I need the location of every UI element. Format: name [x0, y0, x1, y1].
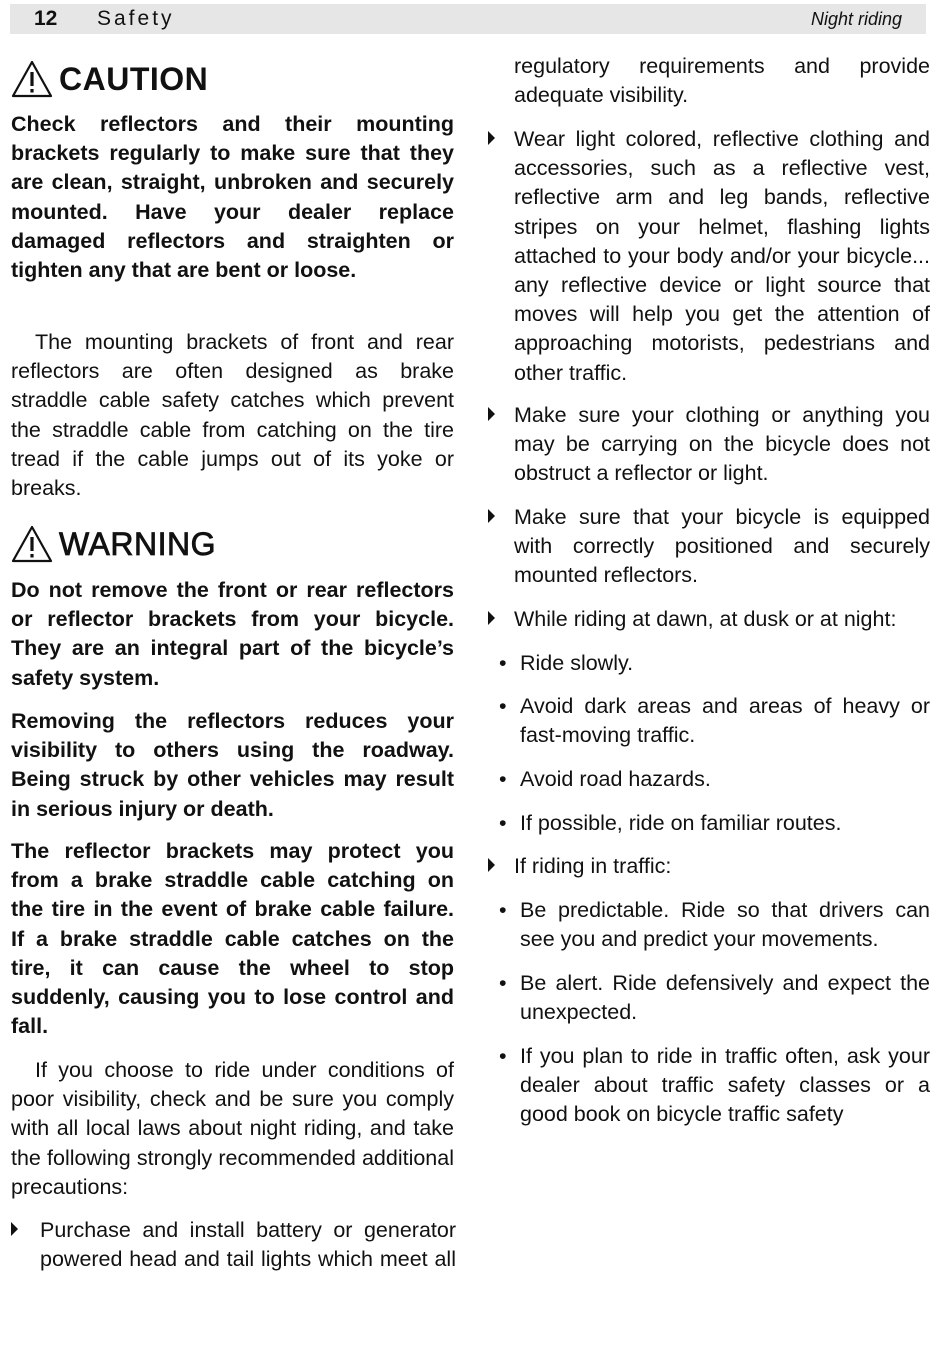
tip-text: Avoid road hazards.	[520, 767, 711, 791]
section-title: Safety	[97, 7, 175, 30]
caution-heading	[11, 57, 208, 101]
caution-text: Check reflectors and their mounting brackets regularly to make sure that they are clean, straight, unbroken and securely mounted. Have your dealer replace damaged reflectors and straighten or tighten any that are bent or loose.	[11, 112, 454, 283]
dot-bullet-icon: •	[499, 898, 507, 922]
list-item	[11, 1216, 456, 1276]
precaution-text: Wear light colored, reflective clothing and accessories, such as a reflective vest, reflective arm and leg bands, reflective stripes on your helmet, flashing lights attached to your body and/or your bicycle... any reflective device or light source that moves will help you get the attention of approaching motorists, pedestrians and other traffic.	[514, 127, 930, 385]
sub-list-item	[485, 765, 930, 794]
tip-text: Avoid dark areas and areas of heavy or fast-moving traffic.	[520, 694, 930, 748]
page-header	[10, 4, 926, 34]
sub-list-item	[485, 969, 930, 1027]
triangle-bullet-icon	[488, 509, 495, 523]
caution-title: CAUTION	[59, 60, 209, 97]
triangle-bullet-icon	[488, 611, 495, 625]
warning-paragraph: Do not remove the front or rear reflectors or reflector brackets from your bicycle. They are an integral part of the bicycle’s safety system.	[11, 578, 454, 690]
dot-bullet-icon: •	[499, 651, 507, 675]
list-item	[485, 605, 930, 634]
mounting-paragraph: The mounting brackets of front and rear reflectors are often designed as brake straddle cable safety catches which prevent the straddle cable from catching on the tire tread if the cable jumps out of its yoke or breaks.	[11, 330, 454, 501]
list-item	[485, 125, 930, 388]
warning-heading	[11, 522, 216, 566]
triangle-bullet-icon	[11, 1222, 18, 1236]
dot-bullet-icon: •	[499, 767, 507, 791]
list-item	[485, 401, 930, 489]
precaution-text: Purchase and install battery or generator powered head and tail lights which meet all	[40, 1218, 456, 1272]
page-number: 12	[34, 7, 58, 30]
sub-list-item	[485, 649, 930, 678]
dot-bullet-icon: •	[499, 971, 507, 995]
dot-bullet-icon: •	[499, 811, 507, 835]
chapter-title: Night riding	[810, 9, 902, 29]
warning-triangle-icon	[11, 60, 53, 98]
precaution-text: Make sure your clothing or anything you may be carrying on the bicycle does not obstruct a reflector or light.	[514, 403, 930, 486]
triangle-bullet-icon	[488, 407, 495, 421]
warning-paragraph: Removing the reflectors reduces your visibility to others using the roadway. Being struck by other vehicles may result in serious injury or death.	[11, 709, 454, 821]
triangle-bullet-icon	[488, 131, 495, 145]
list-item-continued	[485, 52, 930, 112]
sub-list-item	[485, 809, 930, 838]
tip-text: If you plan to ride in traffic often, ask your dealer about traffic safety classes or a good book on bicycle traffic safety	[520, 1044, 930, 1127]
list-item	[485, 503, 930, 591]
traffic-heading: If riding in traffic:	[514, 854, 672, 878]
tip-text: If possible, ride on familiar routes.	[520, 811, 842, 835]
warning-paragraph: The reflector brackets may protect you from a brake straddle cable catching on the tire in the event of brake cable failure. If a brake straddle cable catches on the tire, it can cause the wheel to stop suddenly, causing you to lose control and fall.	[11, 839, 454, 1039]
tip-text: Be predictable. Ride so that drivers can see you and predict your movements.	[520, 898, 930, 952]
tip-text: Be alert. Ride defensively and expect the unexpected.	[520, 971, 930, 1025]
tip-text: Ride slowly.	[520, 651, 634, 675]
precaution-text: regulatory requirements and provide adequate visibility.	[514, 54, 930, 108]
sub-list-item	[485, 1042, 930, 1130]
sub-list-item	[485, 692, 930, 750]
precaution-text: Make sure that your bicycle is equipped with correctly positioned and securely mounted reflectors.	[514, 505, 930, 588]
precaution-text: While riding at dawn, at dusk or at night:	[514, 607, 897, 631]
dot-bullet-icon: •	[499, 1044, 507, 1068]
dot-bullet-icon: •	[499, 694, 507, 718]
visibility-paragraph: If you choose to ride under conditions of poor visibility, check and be sure you comply with all local laws about night riding, and take the following strongly recommended additional precautions:	[11, 1058, 454, 1199]
warning-triangle-icon	[11, 525, 53, 563]
sub-list-item	[485, 896, 930, 954]
warning-title: WARNING	[59, 525, 216, 562]
triangle-bullet-icon	[488, 858, 495, 872]
list-item	[485, 852, 930, 881]
